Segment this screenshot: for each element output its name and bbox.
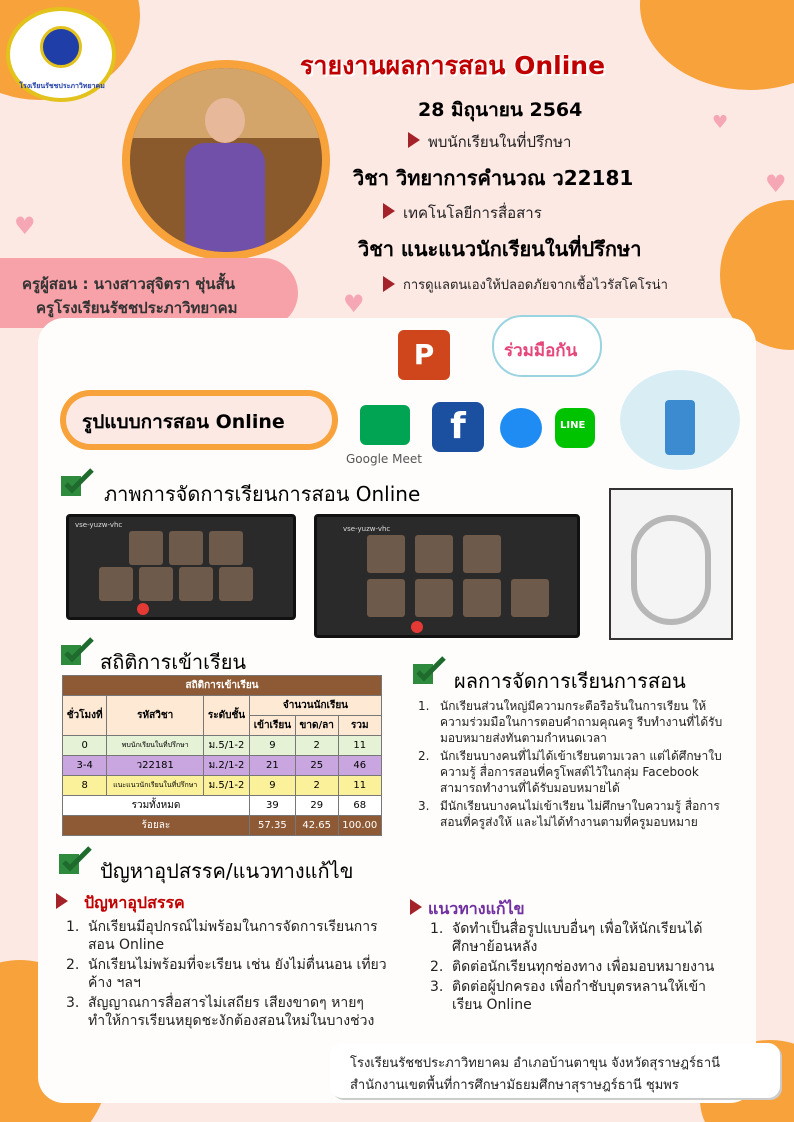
- attendance-table: [62, 675, 382, 836]
- page-title: รายงานผลการสอน Online: [300, 51, 606, 80]
- video-call-screenshot-1: [66, 514, 296, 620]
- list-item: 1. นักเรียนส่วนใหญ่มีความกระตือรือร้นในการเรียน ให้ความร่วมมือในการตอบคำถามคุณครู รีบทำงานที่ได้รับมอบหมายส่งทันตามกำหนดเวลา: [418, 699, 723, 745]
- footer-school: โรงเรียนรัชชประภาวิทยาคม อำเภอบ้านตาขุน จังหวัดสุราษฎร์ธานี: [350, 1056, 721, 1071]
- decor-blob-tr: [640, 0, 794, 90]
- line-communication: เทคโนโลยีการสื่อสาร: [403, 204, 542, 222]
- arrow-icon: [56, 893, 68, 909]
- table-row-percent: ร้อยละ 57.35 42.65 100.00: [63, 816, 382, 836]
- list-item: 2. ติดต่อนักเรียนทุกช่องทาง เพื่อมอบหมายงาน: [430, 959, 715, 975]
- table-row-sum: รวมทั้งหมด 39 29 68: [63, 796, 382, 816]
- google-meet-icon: [360, 405, 410, 445]
- table-row: 0 พบนักเรียนในที่ปรึกษา ม.5/1-2 9 2 11: [63, 736, 382, 756]
- logo-emblem-icon: [40, 26, 82, 68]
- arrow-icon: [408, 132, 420, 148]
- footer-office: สำนักงานเขตพื้นที่การศึกษามัธยมศึกษาสุราษฎร์ธานี ชุมพร: [350, 1078, 679, 1093]
- line-icon: [555, 408, 595, 448]
- video-call-screenshot-2: [314, 514, 580, 638]
- table-title: สถิติการเข้าเรียน: [63, 676, 382, 696]
- format-label-box: [60, 390, 338, 450]
- list-item: 3. สัญญาณการสื่อสารไม่เสถียร เสียงขาดๆ หายๆ ทำให้การเรียนหยุดชะงักต้องสอนใหม่ในบางช่วง: [66, 995, 375, 1029]
- teacher-school: ครูโรงเรียนรัชชประภาวิทยาคม: [36, 299, 238, 317]
- school-logo: [6, 7, 116, 102]
- messenger-icon: [500, 408, 542, 448]
- line-homeroom: พบนักเรียนในที่ปรึกษา: [428, 133, 572, 151]
- solutions-heading: แนวทางแก้ไข: [428, 899, 525, 918]
- checkmark-icon: [60, 468, 96, 498]
- teacher-name: ครูผู้สอน : นางสาวสุจิตรา ชุ่นสั้น: [22, 275, 235, 293]
- problems-heading: ปัญหาอุปสรรค: [84, 893, 185, 912]
- logo-text: โรงเรียนรัชชประภาวิทยาคม: [19, 82, 105, 90]
- arrow-icon: [410, 899, 422, 915]
- footer-box: [330, 1043, 780, 1098]
- list-item: 1. จัดทำเป็นสื่อรูปแบบอื่นๆ เพื่อให้นักเรียนได้ศึกษาย้อนหลัง: [430, 921, 703, 955]
- header-period: ชั่วโมงที่: [63, 696, 107, 736]
- cloud-text: ร่วมมือกัน: [504, 341, 578, 361]
- checkmark-icon: [58, 846, 94, 876]
- list-item: 2. นักเรียนบางคนที่ไม่ได้เข้าเรียนตามเวลา แต่ได้ศึกษาใบความรู้ สื่อการสอนที่ครูโพสต์ไว้ในกลุ่ม Facebook สามารถทำงานที่ได้รับมอบหมายได้: [418, 749, 722, 795]
- end-call-icon: [137, 603, 149, 615]
- powerpoint-icon: P: [398, 330, 450, 380]
- google-meet-label: Google Meet: [346, 452, 422, 466]
- arrow-icon: [383, 203, 395, 219]
- header-total: รวม: [338, 716, 381, 736]
- format-label: รูปแบบการสอน Online: [82, 411, 285, 433]
- line-icon-label: LINE: [560, 420, 586, 431]
- report-date: 28 มิถุนายน 2564: [418, 99, 583, 121]
- results-list: [418, 698, 728, 832]
- problems-list: [66, 918, 400, 1032]
- checkmark-icon: [412, 656, 448, 686]
- screen1-code: vse-yuzw-vhc: [75, 521, 123, 529]
- heart-icon: ♥: [712, 112, 729, 133]
- table-row: 8 แนะแนวนักเรียนในที่ปรึกษา ม.5/1-2 9 2 11: [63, 776, 382, 796]
- section-stats-title: สถิติการเข้าเรียน: [100, 650, 247, 674]
- section-results-title: ผลการจัดการเรียนการสอน: [454, 669, 686, 693]
- subject-guidance: วิชา แนะแนวนักเรียนในที่ปรึกษา: [358, 237, 642, 261]
- list-item: 1. นักเรียนมีอุปกรณ์ไม่พร้อมในการจัดการเรียนการสอน Online: [66, 919, 378, 953]
- subject-computing: วิชา วิทยาการคำนวณ ว22181: [353, 166, 634, 190]
- header-absent: ขาด/ลา: [295, 716, 338, 736]
- section-pictures-title: ภาพการจัดการเรียนการสอน Online: [104, 482, 421, 506]
- list-item: 3. มีนักเรียนบางคนไม่เข้าเรียน ไม่ศึกษาใบความรู้ สื่อการสอนที่ครูส่งให้ และไม่ได้ทำงานตามที่ครูมอบหมาย: [418, 799, 720, 829]
- header-present: เข้าเรียน: [249, 716, 295, 736]
- teacher-photo: [122, 60, 330, 260]
- list-item: 2. นักเรียนไม่พร้อมที่จะเรียน เช่น ยังไม่ตื่นนอน เที่ยวค้าง ฯลฯ: [66, 957, 387, 991]
- header-count: จำนวนนักเรียน: [249, 696, 381, 716]
- solutions-list: [430, 920, 730, 1016]
- end-call-icon: [411, 621, 423, 633]
- section-problems-title: ปัญหาอุปสรรค/แนวทางแก้ไข: [100, 859, 354, 883]
- arrow-icon: [383, 276, 395, 292]
- checkmark-icon: [60, 637, 96, 667]
- cloud-badge: [492, 315, 602, 377]
- header-code: รหัสวิชา: [107, 696, 204, 736]
- table-row: 3-4 ว22181 ม.2/1-2 21 25 46: [63, 756, 382, 776]
- facebook-icon: f: [432, 402, 484, 452]
- list-item: 3. ติดต่อผู้ปกครอง เพื่อกำชับบุตรหลานให้เข้าเรียน Online: [430, 979, 706, 1013]
- worksheet-image: [609, 488, 733, 640]
- heart-icon: ♥: [765, 170, 787, 198]
- screen2-code: vse-yuzw-vhc: [343, 525, 391, 533]
- line-covid: การดูแลตนเองให้ปลอดภัยจากเชื้อไวรัสโคโรน่า: [403, 278, 668, 293]
- family-illustration: [620, 370, 740, 470]
- header-level: ระดับชั้น: [204, 696, 250, 736]
- heart-icon: ♥: [14, 212, 36, 240]
- heart-icon: ♥: [343, 290, 365, 318]
